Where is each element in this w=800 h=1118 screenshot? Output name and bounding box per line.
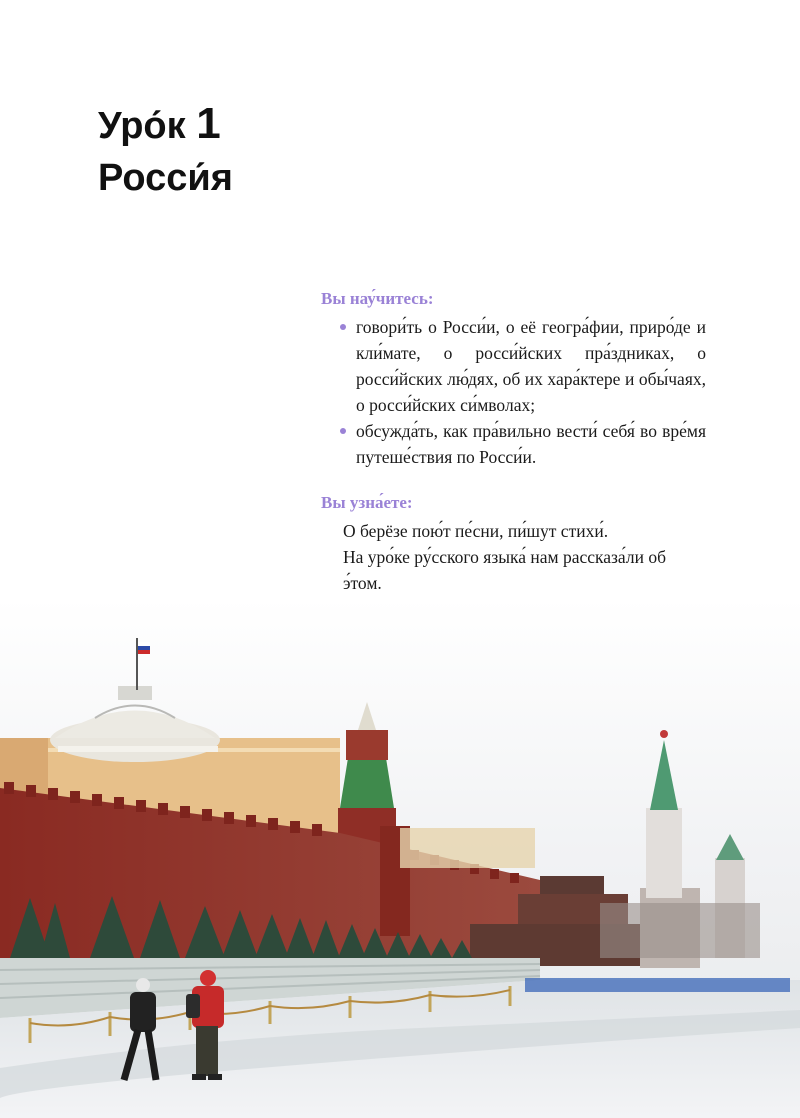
find-out-heading: Вы узна́ете: [321, 493, 413, 512]
lesson-number: 1 [196, 99, 221, 148]
learn-section [321, 286, 706, 470]
arsenal-building [400, 828, 535, 868]
lesson-topic: Росси́я [98, 157, 233, 199]
example-line: О берёзе пою́т пе́сни, пи́шут стихи́. [343, 521, 609, 541]
lesson-word: Уро́к [98, 105, 186, 147]
example-line: На уро́ке ру́сского языка́ нам рассказа́ли об э́том. [343, 547, 666, 593]
list-item: говори́ть о Росси́и, о её геогра́фии, приро́де и кли́мате, о росси́йских пра́здниках, о росси́йских лю́дях, об их хара́ктере и обы́чаях, о росси́йских си́мволах; [321, 314, 706, 418]
red-square-photo [0, 598, 800, 1118]
learn-list [321, 314, 706, 470]
list-item: обсужда́ть, как пра́вильно вести́ себя́ во вре́мя путеше́ствия по Росси́и. [321, 418, 706, 470]
blue-barrier [525, 978, 790, 992]
learn-heading: Вы нау́читесь: [321, 289, 434, 308]
find-out-section [321, 490, 706, 596]
lesson-title [98, 98, 233, 204]
